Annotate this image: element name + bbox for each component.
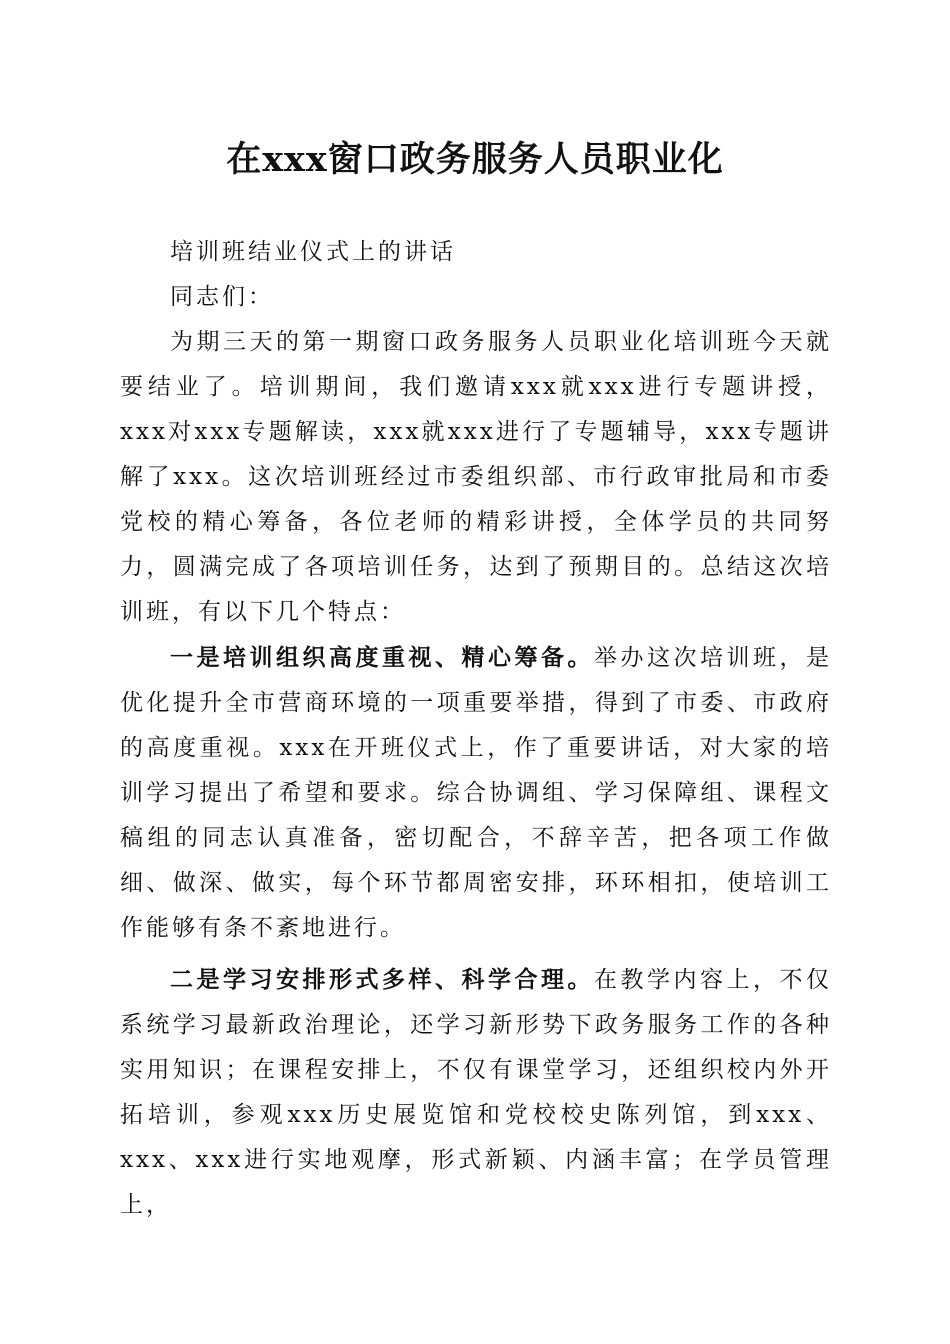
point-paragraph-1 bbox=[120, 635, 832, 951]
point-text-2: 在教学内容上，不仅系统学习最新政治理论，还学习新形势下政务服务工作的各种实用知识；在课程安排上，不仅有课堂学习，还组织校内外开拓培训，参观xxx历史展览馆和党校校史陈列馆，到xxx、xxx、xxx进行实地观摩，形式新颖、内涵丰富；在学员管理上， bbox=[120, 967, 832, 1218]
subtitle: 培训班结业仪式上的讲话 bbox=[170, 239, 456, 265]
document-body bbox=[120, 230, 832, 1228]
document-title: 在xxx窗口政务服务人员职业化 bbox=[226, 139, 724, 180]
intro-paragraph: 为期三天的第一期窗口政务服务人员职业化培训班今天就要结业了。培训期间，我们邀请xxx就xxx进行专题讲授，xxx对xxx专题解读，xxx就xxx进行了专题辅导，xxx专题讲解了xxx。这次培训班经过市委组织部、市行政审批局和市委党校的精心筹备，各位老师的精彩讲授，全体学员的共同努力，圆满完成了各项培训任务，达到了预期目的。总结这次培训班，有以下几个特点： bbox=[120, 329, 832, 625]
point-paragraph-2 bbox=[120, 957, 832, 1228]
point-lead-2: 二是学习安排形式多样、科学合理。 bbox=[170, 966, 594, 993]
point-lead-1: 一是培训组织高度重视、精心筹备。 bbox=[170, 644, 594, 671]
greeting: 同志们： bbox=[170, 284, 274, 310]
point-text-1: 举办这次培训班，是优化提升全市营商环境的一项重要举措，得到了市委、市政府的高度重视。xxx在开班仪式上，作了重要讲话，对大家的培训学习提出了希望和要求。综合协调组、学习保障组、课程文稿组的同志认真准备，密切配合，不辞辛苦，把各项工作做细、做深、做实，每个环节都周密安排，环环相扣，使培训工作能够有条不紊地进行。 bbox=[120, 645, 832, 941]
